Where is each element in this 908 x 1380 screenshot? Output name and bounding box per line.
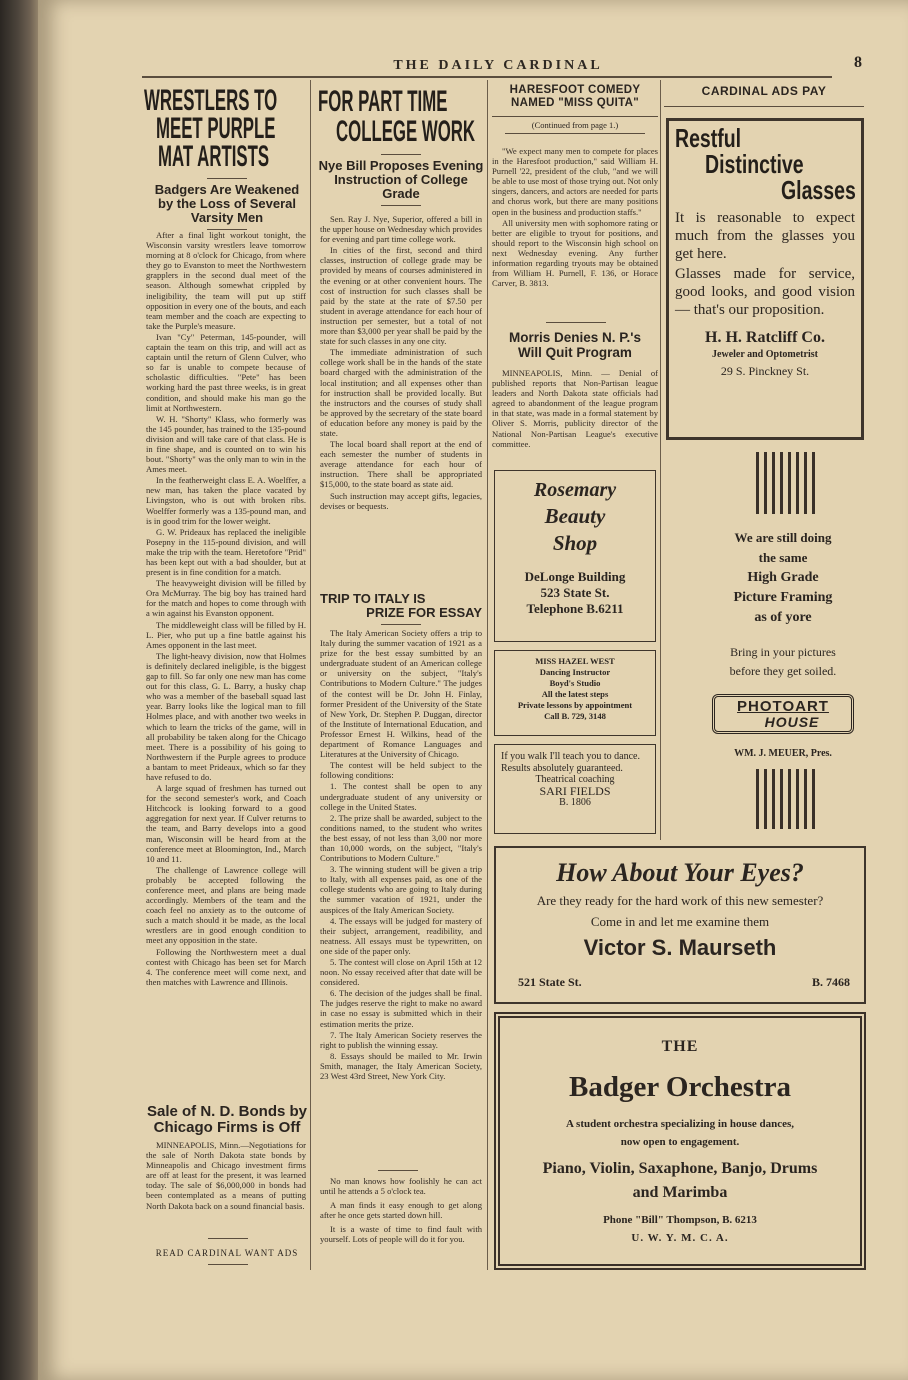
ad-title: How About Your Eyes? (556, 858, 804, 887)
article-wrestlers (146, 230, 306, 1100)
article-bonds (146, 1140, 306, 1226)
paragraph: Sen. Ray J. Nye, Superior, offered a bill in the upper house on Wednesday which provides for evening and part time college work. (320, 214, 482, 245)
paragraph: MINNEAPOLIS, Minn. — Denial of published reports that Non-Partisan league leaders and North Dakota state officials had agreed to abandonment of the league program in that state, was made in a formal statement by Oliver S. Morris, publicity director of the National Non-Partisan League's executive committee. (492, 368, 658, 449)
ad-line: as of yore (754, 610, 812, 625)
headline-line: PRIZE FOR ESSAY (366, 605, 482, 620)
ad-body: It is reasonable to expect much from the glasses you get here. (675, 210, 855, 262)
deck-text: Nye Bill Proposes Evening Instruction of College Grade (318, 158, 484, 201)
headline-line: NAMED "MISS QUITA" (511, 97, 639, 109)
filler-items (320, 1176, 482, 1270)
ad-line: MISS HAZEL WEST (535, 656, 615, 666)
ad-name: Victor S. Maurseth (583, 935, 777, 960)
ad-line: before they get soiled. (729, 664, 837, 678)
paragraph: The challenge of Lawrence college will probably be accepted following the conference meet, and plans are being made accordingly. Members of the team and the coach feel no anxiety as to the outcome of such a match should it be made, as the local wrestlers are in good enough condition to meet any opposition in the state. (146, 864, 306, 946)
ad-title: Distinctive (705, 149, 804, 179)
filler: No man knows how foolishly he can act until he attends a 5 o'clock tea. (320, 1176, 482, 1197)
paragraph: After a final light workout tonight, the Wisconsin varsity wrestlers leave tomorrow morning at 8 o'clock for Chicago, from where they go to Evanston to meet the Northwestern grapplers in the second dual meet of the season. Although somewhat crippled by ineligibility, the team will put up stiff opposition in every one of the bouts, and each team member and the coach are expecting to take the Purple's measure. (146, 230, 306, 331)
paragraph: A large squad of freshmen has turned out for the second semester's work, and Coach Hitchcock is looking forward to a good aggregation for next year. If Culver returns to the team, and Barry develops into a good man, Wisconsin will be heard from at the conference meet at Bloomington, Ind., March 10 and 11. (146, 783, 306, 864)
ad-line: Theatrical coaching (535, 774, 615, 785)
page-number: 8 (854, 54, 862, 71)
paragraph: 3. The winning student will be given a trip to Italy, with all expenses paid, as one of the college students who are going to Italy during the summer vacation of 1921, under the auspices of the Italy American Society. (320, 864, 482, 915)
ad-line: Bring in your pictures (730, 645, 836, 659)
short-rule (381, 154, 421, 155)
paragraph: 7. The Italy American Society reserves the right to publish the winning essay. (320, 1029, 482, 1050)
headline-bonds: Sale of N. D. Bonds by Chicago Firms is Off (146, 1103, 308, 1136)
ad-line: Beauty (544, 504, 606, 528)
filler: A man finds it easy enough to get along after he once gets started down hill. (320, 1200, 482, 1221)
headline-italy (320, 592, 482, 629)
ad-line: High Grade (747, 570, 819, 585)
column-rule (660, 80, 661, 840)
ad-line: THE (661, 1038, 699, 1055)
headline-part-time (318, 86, 484, 146)
ad-line: Come in and let me examine them (590, 914, 770, 929)
ad-body: Glasses made for service, good looks, and good vision — that's our proposition. (675, 266, 855, 318)
ad-line: WM. J. MEUER, Pres. (734, 748, 832, 759)
headline-line: FOR PART TIME (318, 84, 448, 118)
logo-text: HOUSE (764, 714, 820, 730)
paragraph: 4. The essays will be judged for mastery of their subject, arrangement, readibility, and neatness. All essays must be typewritten, on one side of the paper only. (320, 915, 482, 956)
cardinal-ads-header: CARDINAL ADS PAY (701, 84, 827, 98)
ad-line: 523 State St. (540, 585, 610, 600)
ad-name: H. H. Ratcliff Co. (705, 329, 825, 346)
ad-line: Call B. 729, 3148 (544, 711, 606, 721)
ad-line: B. 1806 (559, 797, 591, 808)
paragraph: 6. The decision of the judges shall be final. The judges reserve the right to make no award in case no essay is submitted which in their estimation merits the prize. (320, 988, 482, 1029)
book-binding (0, 0, 40, 1380)
article-morris (492, 368, 658, 464)
ad-line: A student orchestra specializing in house dances, (565, 1118, 795, 1130)
ad-title: Glasses (781, 175, 856, 205)
paragraph: The light-heavy division, now that Holmes is definitely declared ineligible, is the biggest gap to fill. So far only one new man has come out for this class, G. L. Barry, a husky chap who was a member of the baseball squad last year. Barry looks like the logical man to fill Holmes place, and with another two weeks in which to learn the tricks of the game, will in all probability be taken along for the Chicago meet. There is a possibility of his going to Northwestern if the Purple agrees to produce a bantam to meet Prideaux, which so far they have refused to do. (146, 650, 306, 782)
paragraph: All university men with sophomore rating or better are eligible to tryout for positions, and should report to the Wisconsin high school on next Wednesday evening. Any further information regarding tryouts may be obtained from William H. Purnell, F. 136, or Horace Carver, B. 3813. (492, 217, 658, 289)
headline-rule (505, 133, 645, 134)
headline-rule (492, 116, 658, 117)
ad-title: Restful (675, 123, 742, 153)
headline-wrestlers (144, 83, 306, 173)
badger-orchestra-ad (494, 1012, 866, 1270)
masthead-rule (142, 76, 832, 78)
column-rule (487, 80, 488, 1270)
ad-line: All the latest steps (541, 689, 609, 699)
ad-title: Badger Orchestra (568, 1071, 792, 1103)
ad-line: If you walk I'll teach you to dance. Results absolutely guaranteed. (501, 751, 640, 774)
deck-text: Badgers Are Weakened by the Loss of Several Varsity Men (154, 182, 300, 225)
ad-line: We are still doing (734, 530, 832, 545)
ad-line: Phone "Bill" Thompson, B. 6213 (603, 1214, 757, 1226)
headline-morris (490, 330, 660, 360)
ratcliff-glasses-ad (666, 118, 864, 440)
hazel-west-ad (494, 650, 656, 736)
headline-haresfoot (490, 84, 660, 134)
ad-line: Boyd's Studio (549, 678, 601, 688)
headline-line: MEET PURPLE (156, 111, 276, 145)
paragraph: MINNEAPOLIS, Minn.—Negotiations for the sale of North Dakota state bonds by Minneapolis and Chicago investment firms are off at least for the present, it was learned today. The sale of $6,000,000 in bonds had been contemplated as a means of putting North Dakota back on a sound financial basis. (146, 1140, 306, 1211)
ad-address: 29 S. Pinckney St. (720, 364, 810, 378)
article-part-time (320, 214, 482, 586)
masthead: THE DAILY CARDINAL (393, 58, 603, 73)
filler: It is a waste of time to find fault with yourself. Lots of people will do it for you. (320, 1224, 482, 1245)
separator-rule (378, 1170, 418, 1171)
headline-line: Will Quit Program (518, 345, 632, 360)
ad-phone: B. 7468 (811, 975, 850, 989)
short-rule (381, 624, 421, 625)
header-rule (664, 106, 864, 107)
rosemary-beauty-ad (494, 470, 656, 642)
ad-sub: Jeweler and Optometrist (712, 349, 818, 360)
paragraph: The middleweight class will be filled by H. L. Pier, who put up a fine battle against his Ames opponent in the last meet. (146, 619, 306, 650)
photoart-logo (712, 690, 854, 742)
ad-address: 521 State St. (518, 975, 582, 989)
article-italy (320, 628, 482, 1168)
paragraph: 2. The prize shall be awarded, subject to the conditions named, to the student who writes the best essay, of not less than 3,00 nor more than 10,000 words, on the subject, "Italy's Contributions to Modern Culture." (320, 812, 482, 864)
continued-line: (Continued from page 1.) (531, 120, 619, 130)
paragraph: The Italy American Society offers a trip to Italy during the summer vacation of 1921 as a prize for the best essay sumbitted by an undergraduate student of an American college or university on the subject, "Italy's Contributions to Modern Culture." The judges of the contest will be Dr. John H. Finlay, former President of the University of the State of New York, Dr. Stephen P. Duggan, director of the Institute of International Education, and Professor Ernest H. Wilkins, head of the department of Romance Languages and Literatures at the University of Chicago. (320, 628, 482, 760)
paragraph: The immediate administration of such college work shall be in the hands of the state board charged with the administration of the local institution; and all expenses other than for instruction shall be provided locally. But the instructors and the courses of study shall be approved by the secretary of the state board of education before any money is paid by the state. (320, 347, 482, 438)
ad-line: Shop (552, 531, 598, 555)
ad-line: and Marimba (632, 1184, 728, 1201)
ad-line: Picture Framing (733, 590, 833, 605)
footer-rule (208, 1238, 248, 1239)
deck-part-time (318, 150, 484, 210)
ad-line: Telephone B.6211 (526, 601, 624, 616)
maurseth-eyes-ad (494, 846, 866, 1004)
ad-line: the same (758, 550, 808, 565)
paragraph: The contest will be held subject to the following conditions: (320, 760, 482, 781)
paragraph: In the featherweight class E. A. Woelffer, a new man, has taken the place vacated by Livingston, who is out with broken ribs. Woelffer formerly was a 135-pound man, and is in good trim for the lower weight. (146, 475, 306, 526)
paragraph: 8. Essays should be mailed to Mr. Irwin Smith, manager, the Italy American Society, 23 West 43rd Street, New York City. (320, 1050, 482, 1082)
ad-line: Dancing Instructor (539, 667, 611, 677)
article-haresfoot (492, 146, 658, 320)
paragraph: G. W. Prideaux has replaced the ineligible Posepny in the 115-pound division, and will make the trip with the team. Heretofore "Prid" has been kept out with a bad shoulder, but at present is in fine condition for a match. (146, 526, 306, 578)
headline-line: MAT ARTISTS (158, 139, 270, 173)
paragraph: 5. The contest will close on April 15th at 12 noon. No essay received after that date will be considered. (320, 957, 482, 988)
paragraph: The heavyweight division will be filled by Ora McMurray. The big boy has trained hard for the match and hopes to come through with a win against his Evanston opponent. (146, 578, 306, 619)
paragraph: 1. The contest shall be open to any undergraduate student of any university or college in the United States. (320, 781, 482, 812)
short-rule (381, 205, 421, 206)
newspaper-page (38, 0, 908, 1380)
ad-line: Private lessons by appointment (517, 700, 633, 710)
ad-line: U. W. Y. M. C. A. (631, 1232, 729, 1244)
photoart-ad (702, 452, 864, 832)
paragraph: Following the Northwestern meet a dual contest with Chicago has been set for March 4. The conference meet will come next, and then matches with Lawrence and Illinois. (146, 946, 306, 987)
paragraph: W. H. "Shorty" Klass, who formerly was the 145 pounder, has trained to the 135-pound division and will take care of that class. He is in fine shape, and is counted on to win his bout. "Shorty" was the only man to win in the Ames meet. (146, 413, 306, 475)
ad-line: Are they ready for the hard work of this new semester? (536, 893, 824, 908)
ad-line: SARI FIELDS (539, 783, 611, 798)
ad-line: now open to engagement. (620, 1136, 740, 1148)
paragraph: In cities of the first, second and third classes, instruction of college grade may be provided by means of courses administered in the evening or at other convenient hours. The cost of instruction for such classes shall be paid by the state at the rate of $7.50 per student in average attendance for each hour of instruction per semester, but a total of not more than $3,000 per year shall be paid by the state for such classes in any one city. (320, 245, 482, 347)
ornament-bars (706, 452, 864, 514)
headline-line: HARESFOOT COMEDY (509, 84, 641, 96)
sari-fields-ad (494, 744, 656, 834)
paragraph: "We expect many men to compete for places in the Haresfoot production," said William H. Purnell '22, president of the club, "and we will be able to use most of those trying out. Not only singers, dancers, and actors are needed for parts and chorus work, but there are many positions open in the business and production staffs." (492, 146, 658, 217)
column-rule (310, 80, 311, 1270)
want-ads-footer: READ CARDINAL WANT ADS (155, 1248, 299, 1258)
ornament-bars (706, 769, 864, 829)
ad-line: DeLonge Building (524, 569, 626, 584)
separator-rule (546, 322, 606, 323)
logo-text: PHOTOART (737, 698, 829, 715)
footer-rule (208, 1264, 248, 1265)
paragraph: Ivan "Cy" Peterman, 145-pounder, will captain the team on this trip, and will act as captain until the return of Glenn Culver, who so far is unable to compete because of scholastic difficulties. "Pete" has been working hard the past three weeks, is in great condition, and should make his man go the limit at Northwestern. (146, 331, 306, 413)
ad-line: Rosemary (533, 479, 617, 501)
headline-line: COLLEGE WORK (336, 114, 476, 148)
headline-line: WRESTLERS TO (144, 83, 278, 117)
headline-line: Morris Denies N. P.'s (508, 330, 641, 345)
ad-line: Piano, Violin, Saxaphone, Banjo, Drums (542, 1160, 818, 1177)
paragraph: The local board shall report at the end of each semester the number of students in average attendance for each hour of instruction. There shall be appropriated $15,000, to the state board as state aid. (320, 439, 482, 490)
short-rule (207, 178, 247, 179)
paragraph: Such instruction may accept gifts, legacies, devises or bequests. (320, 490, 482, 511)
deck-wrestlers (146, 174, 308, 234)
headline-line: TRIP TO ITALY IS (320, 591, 426, 606)
